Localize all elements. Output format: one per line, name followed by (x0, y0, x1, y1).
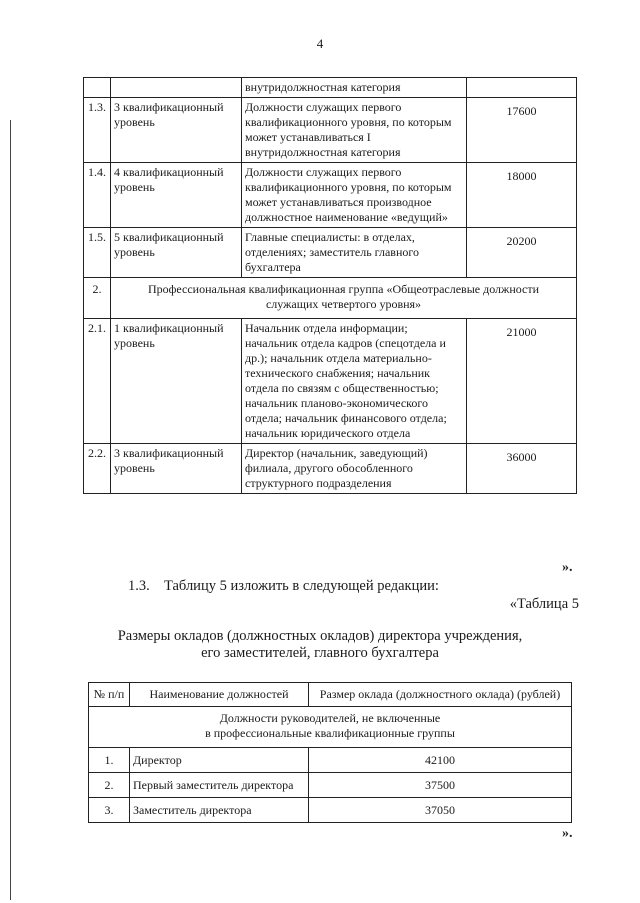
group-title: Профессиональная квалификационная группа «Общеотраслевые должности служащих четвертого уровня» (111, 278, 577, 319)
cell-num: 1. (89, 748, 130, 773)
table-row (89, 748, 572, 773)
cell-positions: Директор (начальник, заведующий) филиала, другого обособленного структурного подразделения (242, 444, 467, 494)
subheader-line: в профессиональные квалификационные группы (205, 726, 455, 740)
instruction-number: 1.3. (128, 578, 150, 594)
table-row (89, 798, 572, 823)
cell-num: 2. (89, 773, 130, 798)
cell-positions: Главные специалисты: в отделах, отделениях; заместитель главного бухгалтера (242, 228, 467, 278)
table-row (84, 163, 577, 228)
cell-salary: 18000 (467, 163, 577, 228)
cell-num: 1.4. (84, 163, 111, 228)
title-line: Размеры окладов (должностных окладов) директора учреждения, (117, 628, 523, 644)
cell-name: Первый заместитель директора (130, 773, 309, 798)
closing-quote-mark: ». (562, 826, 573, 841)
cell-level: 4 квалификационный уровень (111, 163, 242, 228)
cell-level: 3 квалификационный уровень (111, 444, 242, 494)
instruction-text: Таблицу 5 изложить в следующей редакции: (164, 578, 439, 594)
group-row (84, 278, 577, 319)
header-salary: Размер оклада (должностного оклада) (рублей) (309, 683, 572, 707)
table-row (84, 228, 577, 278)
cell-salary (467, 78, 577, 98)
cell-level: 5 квалификационный уровень (111, 228, 242, 278)
cell-num (84, 78, 111, 98)
cell-num: 2.2. (84, 444, 111, 494)
cell-salary: 42100 (309, 748, 572, 773)
subheader (89, 707, 572, 748)
title-line: его заместителей, главного бухгалтера (201, 645, 439, 661)
cell-name: Заместитель директора (130, 798, 309, 823)
table-title (60, 628, 580, 662)
cell-salary: 20200 (467, 228, 577, 278)
header-name: Наименование должностей (130, 683, 309, 707)
cell-positions: внутридолжностная категория (242, 78, 467, 98)
margin-rule (10, 120, 11, 900)
table-row (89, 773, 572, 798)
header-num: № п/п (89, 683, 130, 707)
cell-positions: Начальник отдела информации; начальник отдела кадров (спецотдела и др.); начальник отдела материально-технического снабжения; начальник отдела по связям с общественностью; начальник планово-экономического отдела; начальник финансового отдела; начальник юридического отдела (242, 319, 467, 444)
cell-num: 1.5. (84, 228, 111, 278)
cell-salary: 17600 (467, 98, 577, 163)
cell-salary: 37050 (309, 798, 572, 823)
cell-num: 2.1. (84, 319, 111, 444)
cell-salary: 36000 (467, 444, 577, 494)
cell-level (111, 78, 242, 98)
cell-level: 1 квалификационный уровень (111, 319, 242, 444)
table-row (84, 319, 577, 444)
table-row (84, 98, 577, 163)
closing-quote-mark: ». (562, 560, 573, 575)
group-num: 2. (84, 278, 111, 319)
table-row (84, 444, 577, 494)
subheader-row (89, 707, 572, 748)
instruction-paragraph (128, 578, 439, 595)
cell-num: 3. (89, 798, 130, 823)
cell-positions: Должности служащих первого квалификационного уровня, по которым может устанавливаться производное должностное наименование «ведущий» (242, 163, 467, 228)
cell-salary: 21000 (467, 319, 577, 444)
cell-num: 1.3. (84, 98, 111, 163)
salary-table-4 (83, 77, 577, 494)
table-label: «Таблица 5 (509, 596, 579, 612)
subheader-line: Должности руководителей, не включенные (219, 711, 441, 725)
header-row (89, 683, 572, 707)
salary-table-5 (88, 682, 572, 823)
page-number: 4 (316, 36, 324, 51)
cell-positions: Должности служащих первого квалификационного уровня, по которым может устанавливаться I внутридолжностная категория (242, 98, 467, 163)
table-row (84, 78, 577, 98)
cell-salary: 37500 (309, 773, 572, 798)
cell-level: 3 квалификационный уровень (111, 98, 242, 163)
cell-name: Директор (130, 748, 309, 773)
